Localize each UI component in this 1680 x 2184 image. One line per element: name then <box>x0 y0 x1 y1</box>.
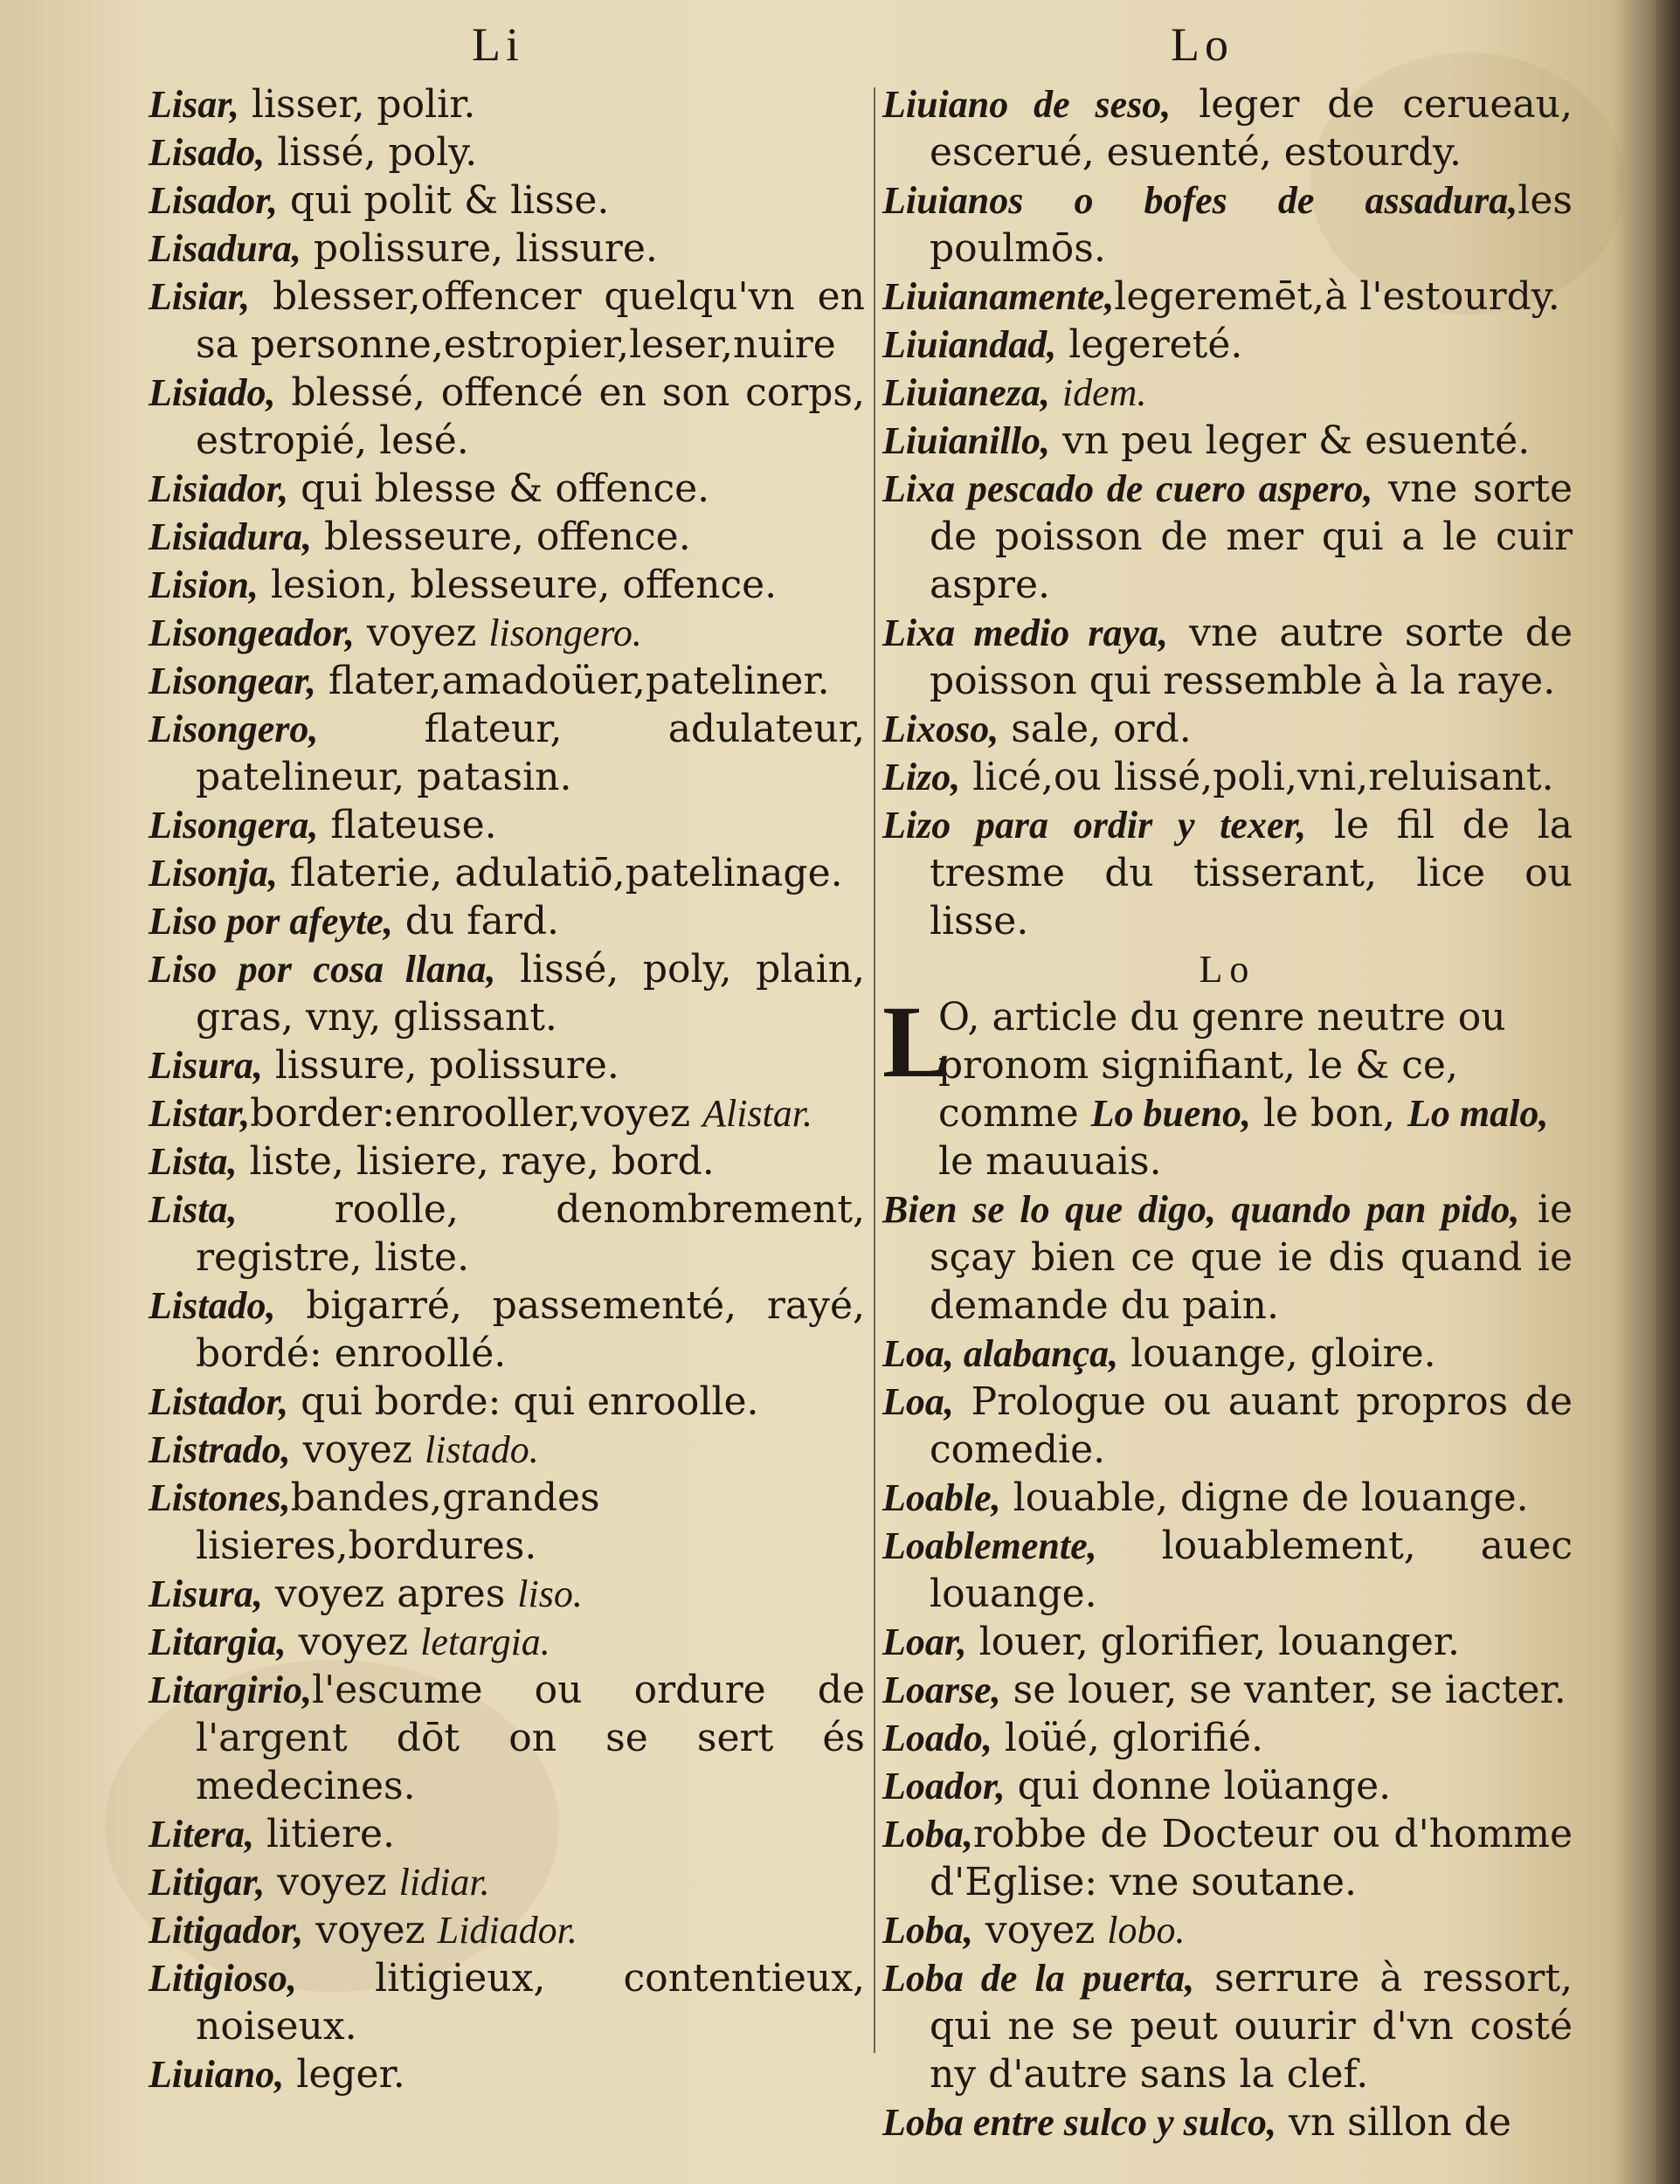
entry-definition: voyez apres <box>262 1572 518 1616</box>
entry-definition: louer, glorifier, louanger. <box>966 1620 1460 1664</box>
entry-definition: liste, lisiere, raye, bord. <box>237 1139 715 1184</box>
entry-headword: Lixoso, <box>882 708 999 750</box>
entry-cross-reference: liso. <box>517 1572 583 1615</box>
entry-headword: Lixa pescado de cuero aspero, <box>882 467 1373 510</box>
entry-cross-reference: letargia. <box>420 1621 550 1663</box>
entry-cross-reference: lobo. <box>1107 1909 1186 1952</box>
entry-headword: Litera, <box>149 1813 254 1856</box>
entry-definition: louablement, auec louange. <box>930 1524 1573 1616</box>
entry-headword: Lisador, <box>149 179 278 222</box>
dictionary-entry <box>149 657 865 705</box>
lo-entry-text-2: le bon, <box>1250 1091 1408 1136</box>
entry-headword: Lisongeador, <box>149 612 355 654</box>
dictionary-entry <box>882 705 1573 753</box>
entry-cross-reference: Lidiador. <box>437 1909 577 1952</box>
entry-headword: Lisiadura, <box>149 515 313 558</box>
lo-example-2: Lo malo, <box>1407 1092 1549 1135</box>
entry-headword: Lisadura, <box>149 227 301 270</box>
dictionary-entry <box>882 1762 1573 1810</box>
dictionary-entry <box>882 1522 1573 1618</box>
entry-definition: lissure, polissure. <box>262 1043 619 1088</box>
dictionary-entry <box>882 1330 1573 1378</box>
entry-definition: lesion, blesseure, offence. <box>258 563 778 607</box>
section-heading: Lo <box>1199 948 1256 991</box>
entry-definition: voyez <box>303 1908 438 1952</box>
entry-headword: Lisongear, <box>149 660 316 702</box>
column-rule <box>874 87 875 2053</box>
dictionary-entry <box>149 1041 865 1089</box>
entry-headword: Loado, <box>882 1717 992 1759</box>
entry-definition: louange, gloire. <box>1118 1331 1436 1376</box>
entry-definition: lissé, poly. <box>265 130 478 175</box>
entry-definition: qui polit & lisse. <box>277 178 610 223</box>
entry-headword: Loba, <box>882 1909 973 1952</box>
dictionary-entry <box>149 1618 865 1666</box>
dictionary-entry <box>882 801 1573 945</box>
dictionary-entry <box>882 2098 1573 2146</box>
dictionary-entry <box>149 1474 865 1570</box>
entry-headword: Lisiado, <box>149 371 276 414</box>
dictionary-entry <box>882 417 1573 465</box>
entry-definition: qui donne loüange. <box>1005 1764 1392 1808</box>
dictionary-entry <box>149 513 865 561</box>
entry-definition: vn peu leger & esuenté. <box>1049 418 1531 463</box>
dictionary-entry <box>882 1618 1573 1666</box>
dictionary-entry <box>149 609 865 657</box>
entry-definition <box>1050 370 1062 415</box>
entry-definition: du fard. <box>392 899 559 943</box>
entry-headword: Lizo para ordir y texer, <box>882 804 1307 847</box>
entry-headword: Lisado, <box>149 131 266 174</box>
entry-definition: voyez <box>354 611 489 655</box>
dictionary-entry <box>149 369 865 465</box>
dictionary-entry <box>882 369 1573 417</box>
entry-definition: robbe de Docteur ou d'homme d'Eglise: vne soutane. <box>930 1812 1573 1904</box>
entry-headword: Lisiar, <box>149 275 251 318</box>
entry-headword: Litigar, <box>149 1861 266 1904</box>
entry-definition: louable, digne de louange. <box>1000 1476 1529 1520</box>
entry-definition: leger. <box>284 2052 405 2097</box>
entry-headword: Listrado, <box>149 1428 291 1471</box>
entry-headword: Listones, <box>149 1476 291 1519</box>
entry-definition: le fil de la tresme du tisserant, lice ou lisse. <box>930 803 1573 943</box>
entry-headword: Liuiano de seso, <box>882 83 1172 126</box>
entry-definition: bandes,grandes lisieres,bordures. <box>196 1476 600 1568</box>
entry-cross-reference: Alistar. <box>702 1092 813 1135</box>
entry-definition: roolle, denombrement, registre, liste. <box>196 1187 865 1280</box>
entry-headword: Lisiador, <box>149 467 289 510</box>
dictionary-entry <box>149 1570 865 1618</box>
entry-definition: lisser, polir. <box>239 82 476 127</box>
dictionary-entry <box>149 945 865 1041</box>
entry-headword: Liuiandad, <box>882 323 1057 366</box>
entry-headword: Litigioso, <box>149 1957 297 2000</box>
dictionary-entry <box>882 1906 1573 1954</box>
dictionary-entry <box>149 128 865 176</box>
entry-definition: voyez <box>286 1620 421 1664</box>
lo-entry-text-1: O, article du genre neutre ou pronom signifiant, le & ce, comme <box>938 995 1506 1136</box>
dictionary-entry <box>882 176 1573 273</box>
dictionary-entry <box>149 1906 865 1954</box>
dictionary-entry <box>149 1858 865 1906</box>
entry-headword: Lixa medio raya, <box>882 612 1168 654</box>
entry-definition: l'escume ou ordure de l'argent dōt on se sert és medecines. <box>196 1668 865 1808</box>
dictionary-entry <box>149 849 865 897</box>
dictionary-entry <box>149 561 865 609</box>
entry-headword: Lisonja, <box>149 852 278 895</box>
dictionary-entry <box>149 897 865 945</box>
dictionary-entry <box>149 1378 865 1426</box>
entry-headword: Loba, <box>882 1813 973 1856</box>
dictionary-entry <box>149 465 865 513</box>
dictionary-entry <box>149 1810 865 1858</box>
entry-headword: Listador, <box>149 1380 289 1423</box>
dictionary-entry <box>149 1282 865 1378</box>
entry-cross-reference: lidiar. <box>398 1861 490 1904</box>
entry-definition: leger de cerueau, escerué, esuenté, estourdy. <box>930 82 1573 175</box>
entry-headword: Loa, <box>882 1380 954 1423</box>
entry-definition: flateuse. <box>318 803 497 847</box>
entry-definition: polissure, lissure. <box>301 226 658 271</box>
entry-definition: vne sorte de poisson de mer qui a le cuir aspre. <box>930 467 1573 607</box>
dictionary-entry <box>149 1137 865 1185</box>
dictionary-entry <box>882 80 1573 176</box>
entry-definition: flaterie, adulatiō,patelinage. <box>277 851 843 895</box>
entry-cross-reference: idem. <box>1061 371 1147 414</box>
entry-definition: loüé, glorifié. <box>992 1716 1263 1760</box>
entry-definition: voyez <box>290 1427 425 1472</box>
entry-headword: Liuiano, <box>149 2053 285 2096</box>
entry-definition: vn sillon de <box>1276 2100 1511 2145</box>
entry-headword: Lision, <box>149 563 259 606</box>
dictionary-entry <box>882 273 1573 321</box>
dictionary-entry <box>149 1666 865 1810</box>
entry-definition: flateur, adulateur, patelineur, patasin. <box>196 707 865 799</box>
dictionary-entry <box>149 2050 865 2098</box>
dictionary-entry <box>149 273 865 369</box>
entry-definition: bigarré, passementé, rayé, bordé: enroollé. <box>196 1283 865 1376</box>
entry-headword: Litargirio, <box>149 1669 313 1711</box>
entry-definition: licé,ou lissé,poli,vni,reluisant. <box>960 755 1554 799</box>
dictionary-entry <box>882 1810 1573 1906</box>
entry-headword: Lizo, <box>882 756 961 798</box>
dictionary-entry <box>882 1714 1573 1762</box>
dictionary-entry <box>882 465 1573 609</box>
dictionary-entry <box>149 1954 865 2050</box>
entry-headword: Loablemente, <box>882 1524 1097 1567</box>
entry-definition: blessé, offencé en son corps, estropié, lesé. <box>196 370 865 463</box>
entry-definition: litiere. <box>253 1812 395 1856</box>
entry-definition: qui blesse & offence. <box>288 467 710 511</box>
entry-headword: Liuianos o bofes de assadura, <box>882 179 1518 222</box>
dictionary-entry <box>149 176 865 225</box>
entry-headword: Litigador, <box>149 1909 304 1952</box>
entry-definition: serrure à ressort, qui ne se peut ouurir d'vn costé ny d'autre sans la clef. <box>930 1956 1573 2097</box>
dictionary-entry <box>882 1666 1573 1714</box>
entry-definition: voyez <box>972 1908 1108 1952</box>
entry-headword: Loador, <box>882 1765 1006 1807</box>
entry-definition: vne autre sorte de poisson qui ressemble à la raye. <box>930 611 1573 703</box>
dictionary-entry <box>149 1426 865 1474</box>
entry-headword: Loba entre sulco y sulco, <box>882 2101 1276 2144</box>
book-spine-edge <box>1656 0 1680 2184</box>
dictionary-entry <box>149 801 865 849</box>
entry-definition: Prologue ou auant propros de comedie. <box>930 1379 1573 1472</box>
entry-headword: Liso por cosa llana, <box>149 948 496 991</box>
dictionary-entry <box>882 609 1573 705</box>
entry-headword: Listar, <box>149 1092 251 1135</box>
entry-definition: sale, ord. <box>999 707 1192 751</box>
dictionary-entry <box>149 225 865 273</box>
entry-headword: Loable, <box>882 1476 1001 1519</box>
entry-definition: qui borde: qui enroolle. <box>288 1379 759 1424</box>
entry-definition: legereté. <box>1056 322 1243 367</box>
entry-definition: lissé, poly, plain, gras, vny, glissant. <box>196 947 865 1040</box>
entry-headword: Loba de la puerta, <box>882 1957 1195 2000</box>
entry-definition: flater,amadoüer,pateliner. <box>315 659 830 703</box>
lo-entry <box>882 985 1573 1185</box>
entry-cross-reference: listado. <box>424 1428 539 1471</box>
drop-cap: L <box>882 985 951 1099</box>
right-column <box>882 80 1573 2146</box>
left-column <box>149 80 865 2098</box>
entry-definition: legeremēt,à l'estourdy. <box>1114 274 1560 319</box>
dictionary-entry <box>882 753 1573 801</box>
entry-headword: Lisongera, <box>149 804 319 847</box>
dictionary-entry <box>882 1954 1573 2098</box>
entry-headword: Loa, alabança, <box>882 1332 1119 1375</box>
dictionary-entry <box>149 705 865 801</box>
dictionary-entry <box>149 80 865 128</box>
entry-cross-reference: lisongero. <box>488 612 642 654</box>
entry-definition: blesser,offencer quelqu'vn en sa personne,estropier,leser,nuire <box>196 274 865 367</box>
entry-headword: Liuianeza, <box>882 371 1050 414</box>
entry-headword: Lisura, <box>149 1044 263 1087</box>
dictionary-entry <box>882 1474 1573 1522</box>
entry-headword: Loarse, <box>882 1669 1001 1711</box>
lo-entry-text-3: le mauuais. <box>938 1139 1162 1184</box>
dictionary-entry <box>882 321 1573 369</box>
entry-headword: Lisura, <box>149 1572 263 1615</box>
entry-headword: Listado, <box>149 1284 276 1327</box>
entry-definition: litigieux, contentieux, noiseux. <box>196 1956 865 2049</box>
entry-headword: Lista, <box>149 1188 238 1231</box>
entry-definition: les poulmōs. <box>930 178 1573 271</box>
running-head-left: Li <box>472 18 524 71</box>
entry-headword: Liso por afeyte, <box>149 900 393 943</box>
entry-definition: voyez <box>265 1860 399 1904</box>
entry-headword: Liuianamente, <box>882 275 1115 318</box>
entry-headword: Liuianillo, <box>882 419 1050 462</box>
entry-definition: ie sçay bien ce que ie dis quand ie demande du pain. <box>930 1187 1573 1328</box>
dictionary-entry <box>149 1185 865 1282</box>
dictionary-entry <box>882 1185 1573 1330</box>
dictionary-entry <box>149 1089 865 1137</box>
entry-headword: Litargia, <box>149 1621 287 1663</box>
entry-headword: Bien se lo que digo, quando pan pido, <box>882 1188 1520 1231</box>
entry-headword: Lisongero, <box>149 708 319 750</box>
entry-definition: blesseure, offence. <box>312 515 691 559</box>
entry-definition: se louer, se vanter, se iacter. <box>1000 1668 1566 1712</box>
entry-headword: Lisar, <box>149 83 239 126</box>
entry-definition: border:enrooller,voyez <box>250 1091 703 1136</box>
dictionary-entry <box>882 1378 1573 1474</box>
lo-example-1: Lo bueno, <box>1090 1092 1251 1135</box>
entry-headword: Lista, <box>149 1140 238 1183</box>
entry-headword: Loar, <box>882 1621 967 1663</box>
running-head-right: Lo <box>1171 18 1234 71</box>
